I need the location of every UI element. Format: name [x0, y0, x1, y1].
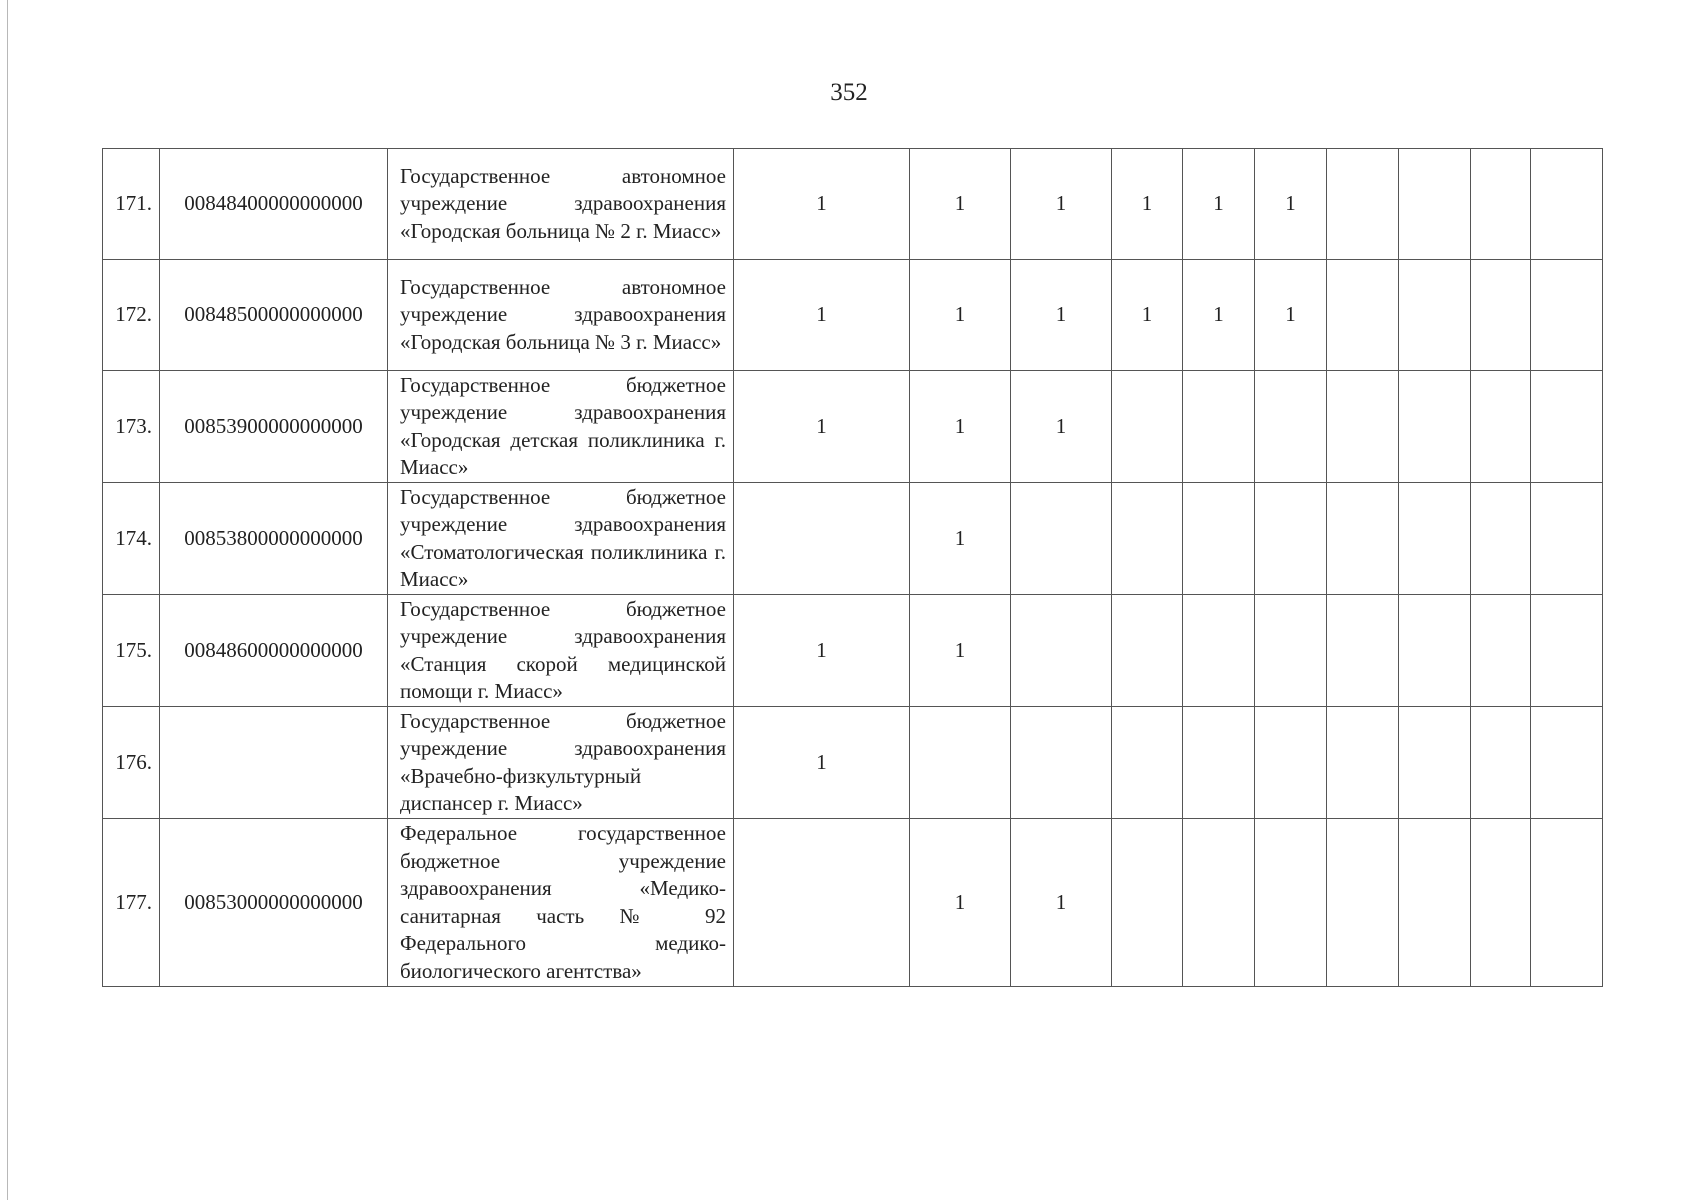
- mark-cell: [1399, 819, 1471, 987]
- mark-cell: [734, 819, 910, 987]
- mark-cell: [1327, 371, 1399, 483]
- mark-cell: 1: [734, 371, 910, 483]
- organization-name: Федеральное государственное бюджетное учреждение здравоохранения «Медико-санитарная часть № 92 Федерального медико-биологического агентства»: [388, 819, 734, 987]
- mark-cell: [1327, 595, 1399, 707]
- mark-cell: 1: [1183, 260, 1255, 371]
- mark-cell: [1531, 483, 1603, 595]
- mark-cell: [1399, 483, 1471, 595]
- organization-name: Государственное бюджетное учреждение здравоохранения «Станция скорой медицинской помощи г. Миасс»: [388, 595, 734, 707]
- mark-cell: [1183, 483, 1255, 595]
- mark-cell: [1255, 595, 1327, 707]
- organization-name: Государственное автономное учреждение здравоохранения «Городская больница № 3 г. Миасс»: [388, 260, 734, 371]
- organization-code: 00848500000000000: [160, 260, 388, 371]
- mark-cell: [1471, 483, 1531, 595]
- mark-cell: 1: [910, 595, 1011, 707]
- mark-cell: 1: [910, 371, 1011, 483]
- mark-cell: 1: [1011, 149, 1112, 260]
- mark-cell: 1: [1255, 260, 1327, 371]
- mark-cell: [1471, 371, 1531, 483]
- mark-cell: [1183, 819, 1255, 987]
- table-row: [103, 149, 1603, 260]
- mark-cell: [734, 483, 910, 595]
- table-row: [103, 371, 1603, 483]
- mark-cell: 1: [1011, 819, 1112, 987]
- row-number: 172.: [103, 260, 160, 371]
- mark-cell: [1399, 149, 1471, 260]
- mark-cell: 1: [1011, 371, 1112, 483]
- organization-name: Государственное бюджетное учреждение здравоохранения «Городская детская поликлиника г. Миасс»: [388, 371, 734, 483]
- organization-name: Государственное бюджетное учреждение здравоохранения «Стоматологическая поликлиника г. Миасс»: [388, 483, 734, 595]
- row-number: 174.: [103, 483, 160, 595]
- mark-cell: [1255, 819, 1327, 987]
- table-row: [103, 483, 1603, 595]
- mark-cell: [1327, 819, 1399, 987]
- mark-cell: 1: [910, 260, 1011, 371]
- mark-cell: [1327, 260, 1399, 371]
- mark-cell: [1327, 483, 1399, 595]
- mark-cell: 1: [1112, 149, 1183, 260]
- mark-cell: [910, 707, 1011, 819]
- mark-cell: [1471, 595, 1531, 707]
- registry-table: [102, 148, 1603, 987]
- organization-code: 00853900000000000: [160, 371, 388, 483]
- mark-cell: 1: [734, 707, 910, 819]
- organization-code: 00848400000000000: [160, 149, 388, 260]
- mark-cell: [1399, 595, 1471, 707]
- mark-cell: [1531, 707, 1603, 819]
- table-row: [103, 707, 1603, 819]
- mark-cell: [1112, 483, 1183, 595]
- mark-cell: [1399, 707, 1471, 819]
- mark-cell: [1531, 595, 1603, 707]
- mark-cell: [1471, 707, 1531, 819]
- mark-cell: [1011, 595, 1112, 707]
- mark-cell: [1112, 819, 1183, 987]
- mark-cell: [1531, 371, 1603, 483]
- mark-cell: [1255, 483, 1327, 595]
- mark-cell: 1: [734, 149, 910, 260]
- organization-code: [160, 707, 388, 819]
- mark-cell: [1471, 819, 1531, 987]
- row-number: 175.: [103, 595, 160, 707]
- mark-cell: [1112, 707, 1183, 819]
- mark-cell: [1531, 149, 1603, 260]
- mark-cell: [1183, 595, 1255, 707]
- table-row: [103, 260, 1603, 371]
- mark-cell: [1399, 371, 1471, 483]
- mark-cell: [1327, 149, 1399, 260]
- mark-cell: [1011, 483, 1112, 595]
- mark-cell: [1255, 707, 1327, 819]
- mark-cell: [1112, 371, 1183, 483]
- mark-cell: 1: [734, 595, 910, 707]
- mark-cell: [1531, 260, 1603, 371]
- mark-cell: 1: [1112, 260, 1183, 371]
- mark-cell: [1112, 595, 1183, 707]
- mark-cell: 1: [1183, 149, 1255, 260]
- mark-cell: 1: [910, 819, 1011, 987]
- mark-cell: 1: [734, 260, 910, 371]
- mark-cell: [1183, 707, 1255, 819]
- mark-cell: [1255, 371, 1327, 483]
- mark-cell: 1: [910, 149, 1011, 260]
- page-number: 352: [830, 79, 868, 106]
- page-left-edge: [7, 0, 8, 1200]
- mark-cell: [1471, 260, 1531, 371]
- mark-cell: [1011, 707, 1112, 819]
- mark-cell: [1399, 260, 1471, 371]
- mark-cell: [1531, 819, 1603, 987]
- row-number: 173.: [103, 371, 160, 483]
- table-row: [103, 819, 1603, 987]
- organization-code: 00853800000000000: [160, 483, 388, 595]
- mark-cell: 1: [1011, 260, 1112, 371]
- table-row: [103, 595, 1603, 707]
- row-number: 176.: [103, 707, 160, 819]
- row-number: 177.: [103, 819, 160, 987]
- organization-name: Государственное бюджетное учреждение здравоохранения «Врачебно-физкультурный диспансер г. Миасс»: [388, 707, 734, 819]
- row-number: 171.: [103, 149, 160, 260]
- mark-cell: [1327, 707, 1399, 819]
- organization-code: 00853000000000000: [160, 819, 388, 987]
- mark-cell: [1471, 149, 1531, 260]
- mark-cell: 1: [1255, 149, 1327, 260]
- mark-cell: [1183, 371, 1255, 483]
- mark-cell: 1: [910, 483, 1011, 595]
- organization-name: Государственное автономное учреждение здравоохранения «Городская больница № 2 г. Миасс»: [388, 149, 734, 260]
- organization-code: 00848600000000000: [160, 595, 388, 707]
